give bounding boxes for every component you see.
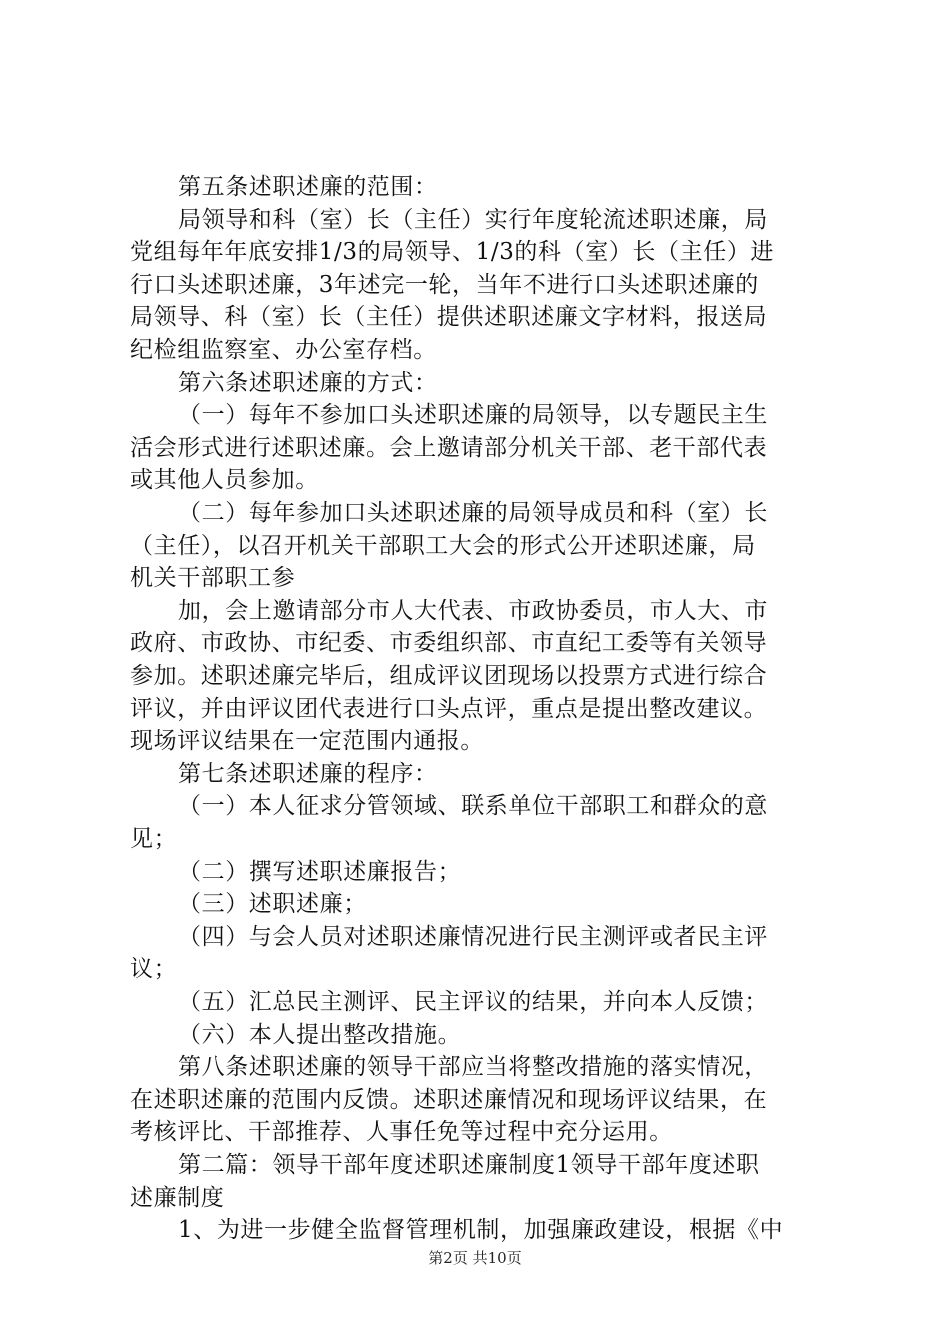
text-line: 第八条述职述廉的领导干部应当将整改措施的落实情况， xyxy=(178,1054,768,1080)
text-line: 1、为进一步健全监督管理机制，加强廉政建设，根据《中 xyxy=(178,1217,784,1243)
page-footer xyxy=(0,1248,950,1268)
text-line: 局领导、科（室）长（主任）提供述职述廉文字材料，报送局 xyxy=(130,304,768,330)
text-line: （四）与会人员对述职述廉情况进行民主测评或者民主评 xyxy=(178,924,768,950)
text-line: 局领导和科（室）长（主任）实行年度轮流述职述廉，局 xyxy=(178,207,768,233)
text-line: （主任），以召开机关干部职工大会的形式公开述职述廉，局 xyxy=(130,533,756,559)
text-line: （二）撰写述职述廉报告； xyxy=(178,859,462,885)
text-line: （六）本人提出整改措施。 xyxy=(178,1022,462,1048)
text-line: 考核评比、干部推荐、人事任免等过程中充分运用。 xyxy=(130,1119,673,1145)
text-line: 第二篇：领导干部年度述职述廉制度1领导干部年度述职 xyxy=(178,1152,760,1178)
text-line: 见； xyxy=(130,826,178,852)
text-line: 第七条述职述廉的程序： xyxy=(178,761,438,787)
text-line: 行口头述职述廉，3年述完一轮，当年不进行口头述职述廉的 xyxy=(130,272,759,298)
text-line: 活会形式进行述职述廉。会上邀请部分机关干部、老干部代表 xyxy=(130,435,768,461)
text-line: （三）述职述廉； xyxy=(178,891,367,917)
page-number: 第2页 共10页 xyxy=(428,1249,522,1267)
text-line: 述廉制度 xyxy=(130,1185,225,1211)
text-line: 现场评议结果在一定范围内通报。 xyxy=(130,728,484,754)
text-line: 第五条述职述廉的范围： xyxy=(178,174,438,200)
text-line: 或其他人员参加。 xyxy=(130,467,319,493)
text-line: 纪检组监察室、办公室存档。 xyxy=(130,337,437,363)
text-line: 在述职述廉的范围内反馈。述职述廉情况和现场评议结果，在 xyxy=(130,1087,768,1113)
text-line: 党组每年年底安排1/3的局领导、1/3的科（室）长（主任）进 xyxy=(130,239,775,265)
text-line: 政府、市政协、市纪委、市委组织部、市直纪工委等有关领导 xyxy=(130,630,768,656)
text-line: （一）每年不参加口头述职述廉的局领导，以专题民主生 xyxy=(178,402,768,428)
text-line: 第六条述职述廉的方式： xyxy=(178,370,438,396)
text-line: 评议，并由评议团代表进行口头点评，重点是提出整改建议。 xyxy=(130,696,768,722)
text-line: 参加。述职述廉完毕后，组成评议团现场以投票方式进行综合 xyxy=(130,663,768,689)
text-line: （一）本人征求分管领域、联系单位干部职工和群众的意 xyxy=(178,793,768,819)
text-line: 机关干部职工参 xyxy=(130,565,296,591)
text-line: （五）汇总民主测评、民主评议的结果，并向本人反馈； xyxy=(178,989,768,1015)
text-line: 议； xyxy=(130,956,178,982)
text-line: （二）每年参加口头述职述廉的局领导成员和科（室）长 xyxy=(178,500,768,526)
text-line: 加，会上邀请部分市人大代表、市政协委员，市人大、市 xyxy=(178,598,768,624)
